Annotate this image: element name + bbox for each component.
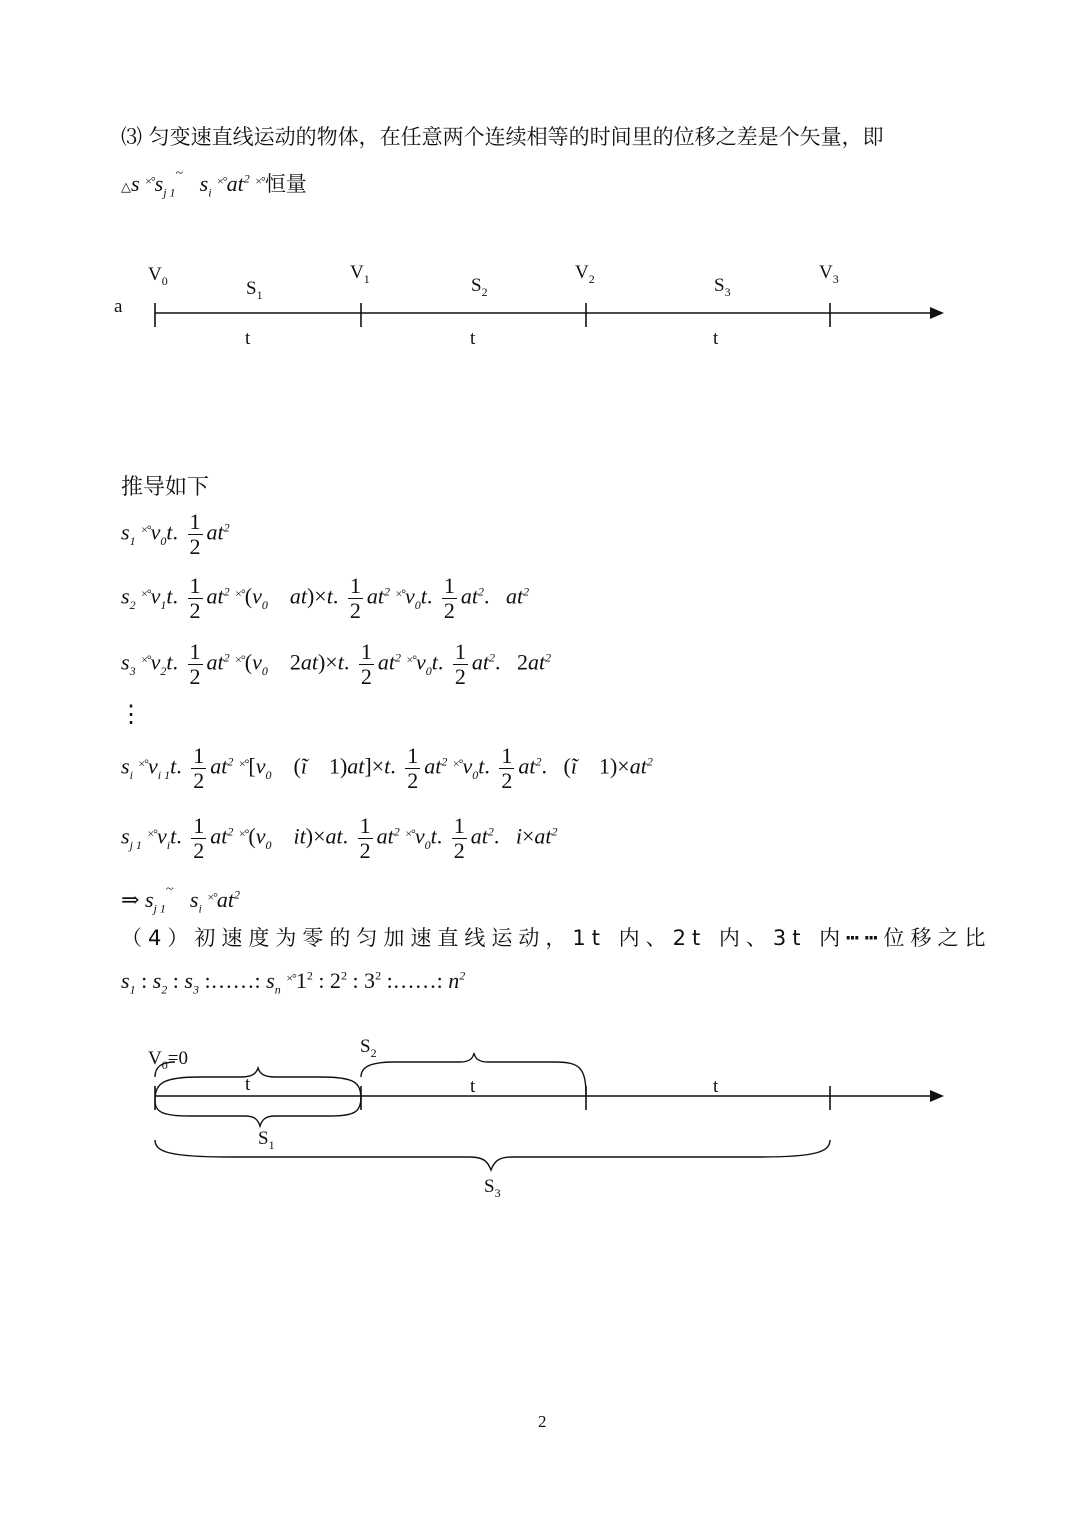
time-label-3: t <box>713 328 719 349</box>
brace-s3 <box>155 1140 830 1170</box>
eq-s1: $s_1$ $^{\times^\circ}v_0t$. $\frac{1}{2}$ $at^2$ <box>121 509 230 560</box>
velocity-label-1: V <box>350 262 364 283</box>
segment-label-1: S <box>246 278 257 299</box>
time-label-1: t <box>245 328 251 349</box>
svg-text:S3: $S_3$ <box>484 1176 501 1200</box>
segment-label-3: S <box>714 275 725 296</box>
s3-label: S <box>484 1176 495 1197</box>
section3-intro: ⑶ 匀变速直线运动的物体，在任意两个连续相等的时间里的位移之差是个矢量，即 <box>121 125 884 149</box>
figure-cumulative-displacement <box>0 1030 1087 1210</box>
v0-label: V <box>148 1048 162 1069</box>
axis-arrow <box>930 307 944 319</box>
axis-arrow-2 <box>930 1090 944 1102</box>
fig2-time-3: t <box>713 1076 719 1097</box>
section3-equation: △s $^{\times^\circ}s_{j 1}^\sim$ $s_i$ $^{\times^\circ}at^2$ ×°恒量 <box>121 166 307 200</box>
eq-ratio: $s_1$ : $s_2$ : $s_3$ :……: $s_n$ $^{\times^\circ}1^2$ : $2^2$ : $3^2$ :……: $n^2$ <box>121 968 466 997</box>
s1-label: S <box>258 1128 269 1149</box>
velocity-label-2: V <box>575 262 589 283</box>
brace-t1 <box>155 1068 361 1100</box>
eq-si1: $s_{j 1}$ $^{\times^\circ}v_it$. $\frac{1}{2}$ $at^2$ $^{\times^\circ}(v_0$ it)×at. $\frac{1}{2}$ $at^2$ $^{\times^\circ}v_0t$. $\frac{1}{2}$ $at^2$. $i\times at^2$ <box>121 813 558 864</box>
svg-text:S1: $S_1$ <box>258 1128 275 1152</box>
accel-label: a <box>114 296 123 317</box>
eq-conclusion: ⇒ $s_{j 1}^\sim$ $s_i$ $^{\times^\circ}at^2$ <box>121 882 241 916</box>
svg-text:S2: $S_2$ <box>360 1036 377 1060</box>
svg-text:V3: $V_3$ <box>819 262 839 286</box>
svg-text:V0=0: $V_0=0$ <box>148 1048 188 1072</box>
fig2-time-2: t <box>470 1076 476 1097</box>
vertical-ellipsis: ⋮ <box>119 700 143 728</box>
fig2-time-1: t <box>245 1074 251 1095</box>
svg-text:S1: $S_1$ <box>246 278 263 302</box>
constant-label: 恒量 <box>264 172 307 196</box>
eq-si: $s_i$ $^{\times^\circ}v_{i 1}t$. $\frac{1}{2}$ $at^2$ $^{\times^\circ}[v_0$ (ĩ 1)at]×t. $\frac{1}{2}$ $at^2$ $^{\times^\circ}v_0t$. $\frac{1}{2}$ $at^2$. (ĩ $1)\times at^2$ <box>121 743 653 794</box>
brace-s1 <box>155 1096 361 1126</box>
svg-text:S3: $S_3$ <box>714 275 731 299</box>
time-label-2: t <box>470 328 476 349</box>
svg-text:V1: $V_1$ <box>350 262 370 286</box>
derivation-heading: 推导如下 <box>121 475 210 500</box>
svg-text:V0: $V_0$ <box>148 264 168 288</box>
figure-displacement-segments <box>0 250 1087 360</box>
velocity-label-3: V <box>819 262 833 283</box>
eq-s3: $s_3$ $^{\times^\circ}v_2t$. $\frac{1}{2}$ $at^2$ $^{\times^\circ}(v_0$ 2at)×t. $\frac{1}{2}$ $at^2$ $^{\times^\circ}v_0t$. $\frac{1}{2}$ $at^2$. $2at^2$ <box>121 639 552 690</box>
svg-text:V2: $V_2$ <box>575 262 595 286</box>
velocity-label-0: V <box>148 264 162 285</box>
page-number: 2 <box>538 1412 547 1431</box>
svg-text:S2: $S_2$ <box>471 275 488 299</box>
s2-label: S <box>360 1036 371 1057</box>
eq-s2: $s_2$ $^{\times^\circ}v_1t$. $\frac{1}{2}$ $at^2$ $^{\times^\circ}(v_0$ at)×t. $\frac{1}{2}$ $at^2$ $^{\times^\circ}v_0t$. $\frac{1}{2}$ $at^2$. $at^2$ <box>121 573 530 624</box>
segment-label-2: S <box>471 275 482 296</box>
section4-intro: （4）初速度为零的匀加速直线运动，1t 内、2t 内、3t 内┅┅位移之比 <box>121 926 992 950</box>
